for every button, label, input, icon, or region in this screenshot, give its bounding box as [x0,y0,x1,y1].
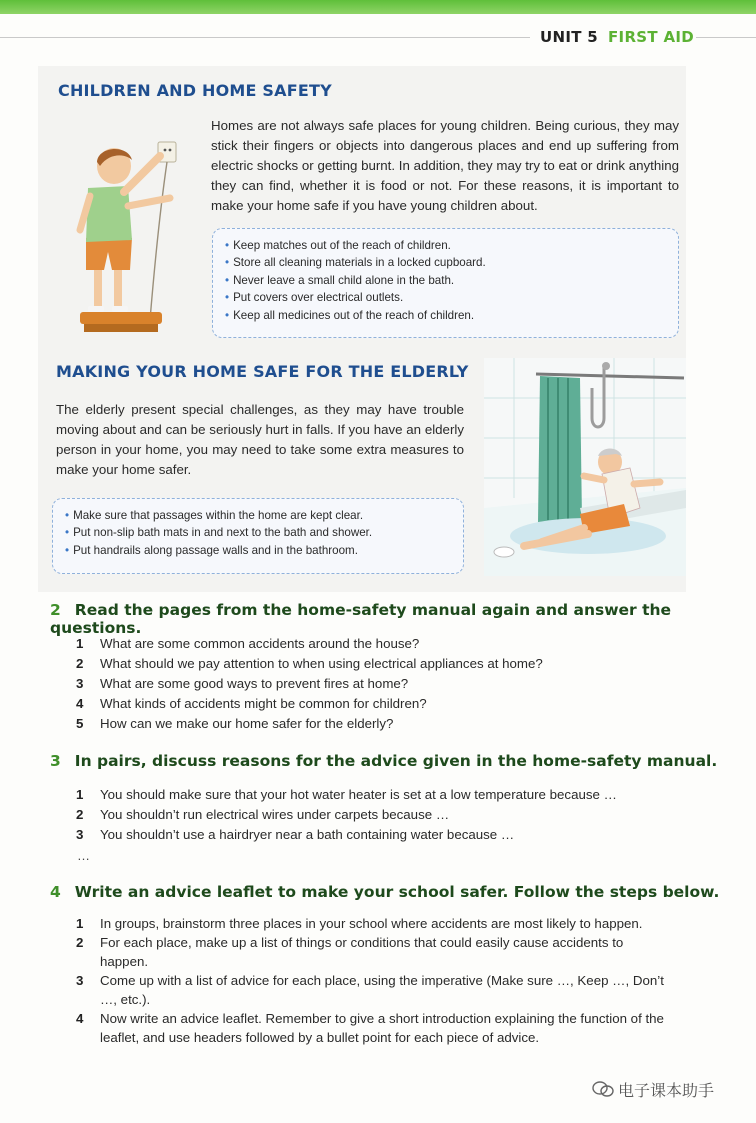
task-3-ellipsis: … [77,848,90,863]
bullet-icon: • [65,509,70,522]
list-item: 2 You shouldn’t run electrical wires under carpets because … [76,807,450,822]
list-item: 1 What are some common accidents around the house? [76,636,420,651]
tip-item: • Never leave a small child alone in the bath. [225,273,455,287]
list-item: 2 For each place, make up a list of things or conditions that could easily cause accidents to happen. [76,935,624,969]
unit-number: UNIT 5 [540,28,599,46]
task-number: 4 [50,883,61,901]
task-3-questions [76,785,676,845]
tip-item: • Store all cleaning materials in a locked cupboard. [225,256,486,270]
top-color-bar [0,0,756,14]
list-item: 4 Now write an advice leaflet. Remember to give a short introduction explaining the function of the leaflet, and use headers followed by a bullet point for each piece of advice. [76,1011,664,1045]
task-number: 2 [50,601,61,619]
list-item: 3 You shouldn’t use a hairdryer near a bath containing water because … [76,827,515,842]
tip-item: • Make sure that passages within the home are kept clear. [65,509,364,522]
task-2-instruction: 2 Read the pages from the home-safety manual again and answer the questions. [50,601,672,637]
unit-topic: FIRST AID [608,28,694,46]
children-heading: CHILDREN AND HOME SAFETY [58,81,332,100]
task-4-instruction: 4 Write an advice leaflet to make your school safer. Follow the steps below. [50,883,720,901]
elderly-tips-box [52,498,464,574]
elderly-paragraph: The elderly present special challenges, as they may have trouble moving about and can be seriously hurt in falls. If you have an elderly person in your home, you may need to take some extra measures to make your home safer. [56,402,464,477]
children-tips-list [225,237,666,324]
task-3-instruction: 3 In pairs, discuss reasons for the advice given in the home-safety manual. [50,752,718,770]
elderly-heading: MAKING YOUR HOME SAFE FOR THE ELDERLY [56,362,469,381]
tip-item: • Keep all medicines out of the reach of children. [225,308,475,322]
tip-item: • Put handrails along passage walls and in the bathroom. [65,543,358,557]
elderly-tips-list [65,507,451,559]
tip-item: • Keep matches out of the reach of children. [225,239,451,252]
list-item: 3 What are some good ways to prevent fires at home? [76,676,409,691]
watermark-text: 电子课本助手 [618,1081,715,1100]
unit-header [540,28,694,46]
elderly-fall-bathroom-illustration [484,358,686,576]
bullet-icon: • [65,526,70,540]
list-item: 1 You should make sure that your hot water heater is set at a low temperature because … [76,787,617,802]
task-number: 3 [50,752,61,770]
list-item: 2 What should we pay attention to when using electrical appliances at home? [76,656,543,671]
list-item: 3 Come up with a list of advice for each place, using the imperative (Make sure …, Keep …, Don’t …, etc.). [76,973,664,1007]
list-item: 5 How can we make our home safer for the elderly? [76,716,394,731]
task-2-questions [76,634,676,734]
bullet-icon: • [225,273,230,287]
tip-item: • Put covers over electrical outlets. [225,291,404,305]
child-at-outlet-illustration [70,140,190,336]
wechat-icon [592,1080,614,1098]
tip-item: • Put non-slip bath mats in and next to the bath and shower. [65,526,373,540]
list-item: 1 In groups, brainstorm three places in your school where accidents are most likely to happen. [76,916,643,931]
header-rule-right [696,37,756,38]
bullet-icon: • [225,291,230,305]
bullet-icon: • [65,543,70,557]
children-paragraph: Homes are not always safe places for young children. Being curious, they may stick their fingers or objects into dangerous places and end up suffering from electric shocks or getting burnt. In addition, they may try to eat or drink anything they can find, whether it is food or not. For these reasons, it is important to make your home safe if you have young children about. [211,118,679,213]
children-tips-box [212,228,679,338]
header-rule [0,37,530,38]
bullet-icon: • [225,256,230,270]
bullet-icon: • [225,308,230,322]
list-item: 4 What kinds of accidents might be common for children? [76,696,427,711]
bullet-icon: • [225,239,230,252]
task-4-steps [76,914,674,1047]
